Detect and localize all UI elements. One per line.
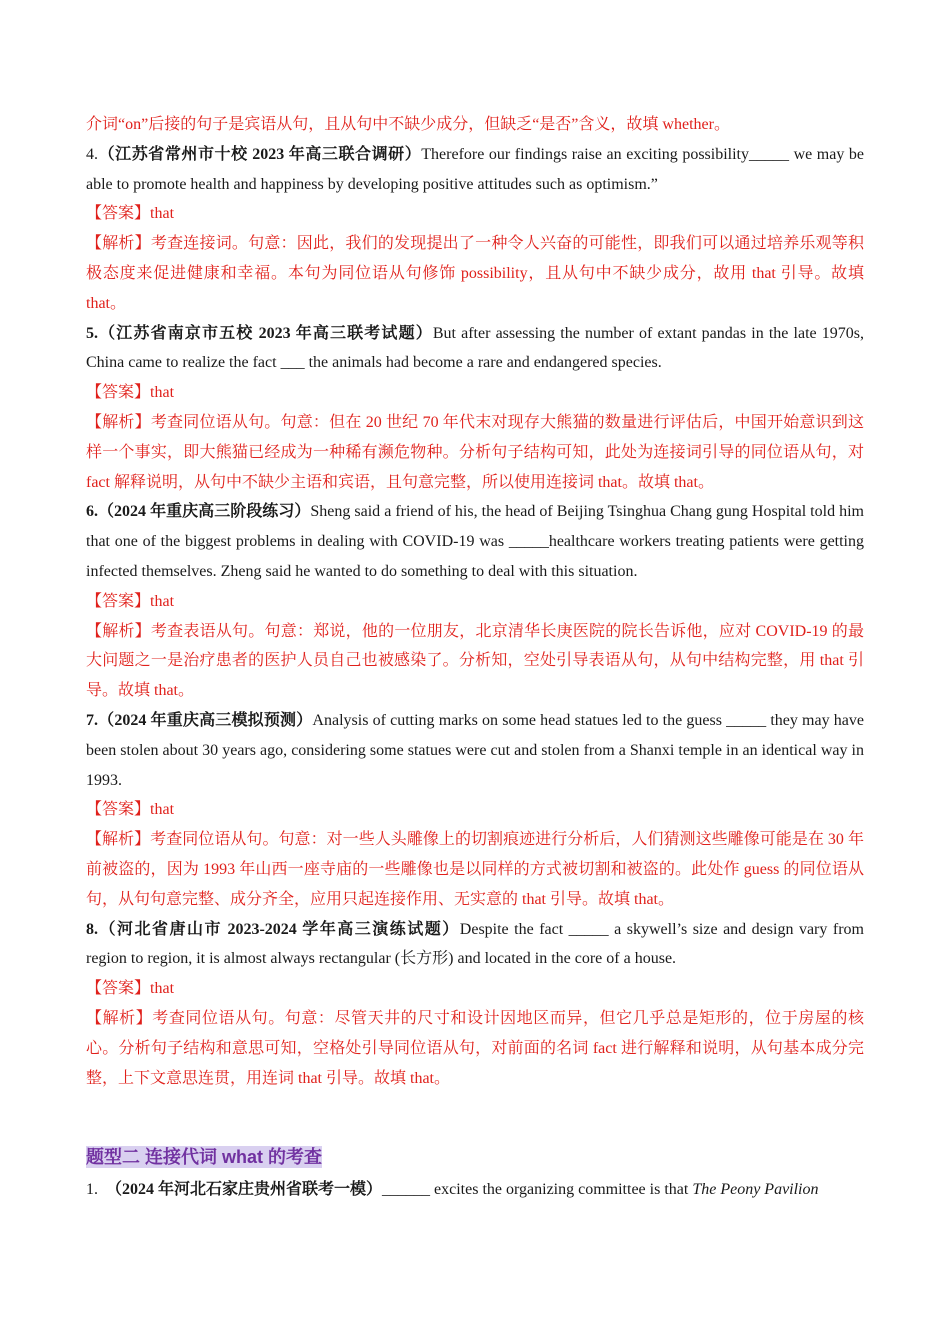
answer-value: that [150, 980, 175, 998]
analysis-text: 考查连接词。句意：因此，我们的发现提出了一种令人兴奋的可能性，即我们可以通过培养乐观等积极态度来促进健康和幸福。本句为同位语从句修饰 possibility，且从句中不缺少成分，故用 that 引导。故填 that。 [86, 235, 864, 312]
analysis-text: 考查同位语从句。句意：尽管天井的尺寸和设计因地区而异，但它几乎总是矩形的，位于房屋的核心。分析句子结构和意思可知，空格处引导同位语从句，对前面的名词 fact 进行解释和说明，从句基本成分完整，上下文意思连贯，用连词 that 引导。故填 that。 [86, 1009, 864, 1087]
question-source: （河北省唐山市 2023-2024 学年高三演练试题） [98, 920, 460, 938]
answer-label: 【答案】 [86, 205, 151, 223]
question-number: 7. [86, 711, 98, 729]
question-source: （2024 年河北石家庄贵州省联考一模） [106, 1181, 383, 1199]
analysis-paragraph [86, 1004, 864, 1093]
answer-label: 【答案】 [86, 801, 151, 819]
question-stem [86, 706, 864, 795]
question-source: （江苏省常州市十校 2023 年高三联合调研） [98, 145, 422, 163]
answer-value: that [150, 801, 175, 819]
question-number: 1. [86, 1181, 98, 1199]
analysis-text: 考查表语从句。句意：郑说，他的一位朋友，北京清华长庚医院的院长告诉他，应对 COVID-19 的最大问题之一是治疗患者的医护人员自己也被感染了。分析知，空处引导表语从句，从句中结构完整，用 that 引导。故填 that。 [86, 622, 864, 700]
answer-label: 【答案】 [86, 384, 151, 402]
analysis-label: 【解析】 [86, 235, 151, 253]
question-number: 6. [86, 503, 98, 521]
document-content [86, 110, 864, 1205]
analysis-label: 【解析】 [86, 1009, 153, 1027]
answer-line [86, 378, 864, 408]
question-text: Sheng said a friend of his, the head of Beijing Tsinghua Chang gung Hospital told him that one of the biggest problems in dealing with COVID-19 was _____healthcare workers treating patients were getting infected themselves. Zheng said he wanted to do something to deal with this situation. [86, 503, 864, 580]
analysis-label: 【解析】 [86, 622, 151, 640]
question-6 [86, 497, 864, 706]
question-text: Therefore our findings raise an exciting possibility_____ we may be able to promote health and happiness by developing positive attitudes such as optimism.” [86, 145, 864, 193]
question-number: 5. [86, 324, 98, 342]
section-title: 题型二 连接代词 what 的考查 [86, 1147, 323, 1168]
analysis-paragraph [86, 229, 864, 318]
intro-analysis-line: 介词“on”后接的句子是宾语从句，且从句中不缺少成分，但缺乏“是否”含义，故填 whether。 [86, 116, 730, 133]
analysis-label: 【解析】 [86, 413, 151, 431]
answer-value: that [150, 384, 175, 402]
question-source: （2024 年重庆高三阶段练习） [98, 503, 311, 521]
question-number: 4. [86, 145, 98, 163]
analysis-label: 【解析】 [86, 831, 151, 849]
answer-line [86, 795, 864, 825]
analysis-text: 考查同位语从句。句意：但在 20 世纪 70 年代末对现存大熊猫的数量进行评估后，中国开始意识到这样一个事实，即大熊猫已经成为一种稀有濒危物种。分析句子结构可知，此处为连接词引导的同位语从句，对 fact 解释说明，从句中不缺少主语和宾语，且句意完整，所以使用连接词 that。故填 that。 [86, 413, 864, 491]
question-stem [86, 319, 864, 379]
section-heading [86, 1143, 864, 1171]
section2-question-1 [86, 1175, 864, 1205]
question-text: Despite the fact _____ a skywell’s size and design vary from region to region, it is almost always rectangular (长方形) and located in the core of a house. [86, 920, 864, 968]
question-italic-title: The Peony Pavilion [692, 1181, 819, 1199]
question-text: But after assessing the number of extant pandas in the late 1970s, China came to realize the fact ___ the animals had become a rare and endangered species. [86, 324, 864, 372]
question-stem [86, 915, 864, 975]
answer-line [86, 199, 864, 229]
answer-label: 【答案】 [86, 980, 151, 998]
analysis-text: 考查同位语从句。句意：对一些人头雕像上的切割痕迹进行分析后，人们猜测这些雕像可能是在 30 年前被盗的，因为 1993 年山西一座寺庙的一些雕像也是以同样的方式被切割和被盗的。此处作 guess 的同位语从句，从句句意完整、成分齐全，应用只起连接作用、无实意的 that 引导。故填 that。 [86, 831, 864, 908]
analysis-paragraph [86, 825, 864, 914]
question-stem [86, 497, 864, 586]
answer-line [86, 974, 864, 1004]
question-number: 8. [86, 920, 98, 938]
question-7 [86, 706, 864, 915]
analysis-paragraph [86, 617, 864, 706]
answer-value: that [150, 592, 175, 610]
analysis-paragraph [86, 408, 864, 497]
question-5 [86, 319, 864, 498]
answer-value: that [150, 205, 175, 223]
question-stem [86, 140, 864, 200]
answer-line [86, 587, 864, 617]
question-8 [86, 915, 864, 1094]
question-source: （江苏省南京市五校 2023 年高三联考试题） [98, 324, 433, 342]
question-text: Analysis of cutting marks on some head statues led to the guess _____ they may have been stolen about 30 years ago, considering some statues were cut and stolen from a Shanxi temple in an identical way in 1993. [86, 711, 864, 789]
question-source: （2024 年重庆高三模拟预测） [98, 711, 313, 729]
question-stem [86, 1175, 864, 1205]
answer-label: 【答案】 [86, 592, 151, 610]
question-text: ______ excites the organizing committee is that [382, 1181, 693, 1199]
question-4 [86, 140, 864, 319]
